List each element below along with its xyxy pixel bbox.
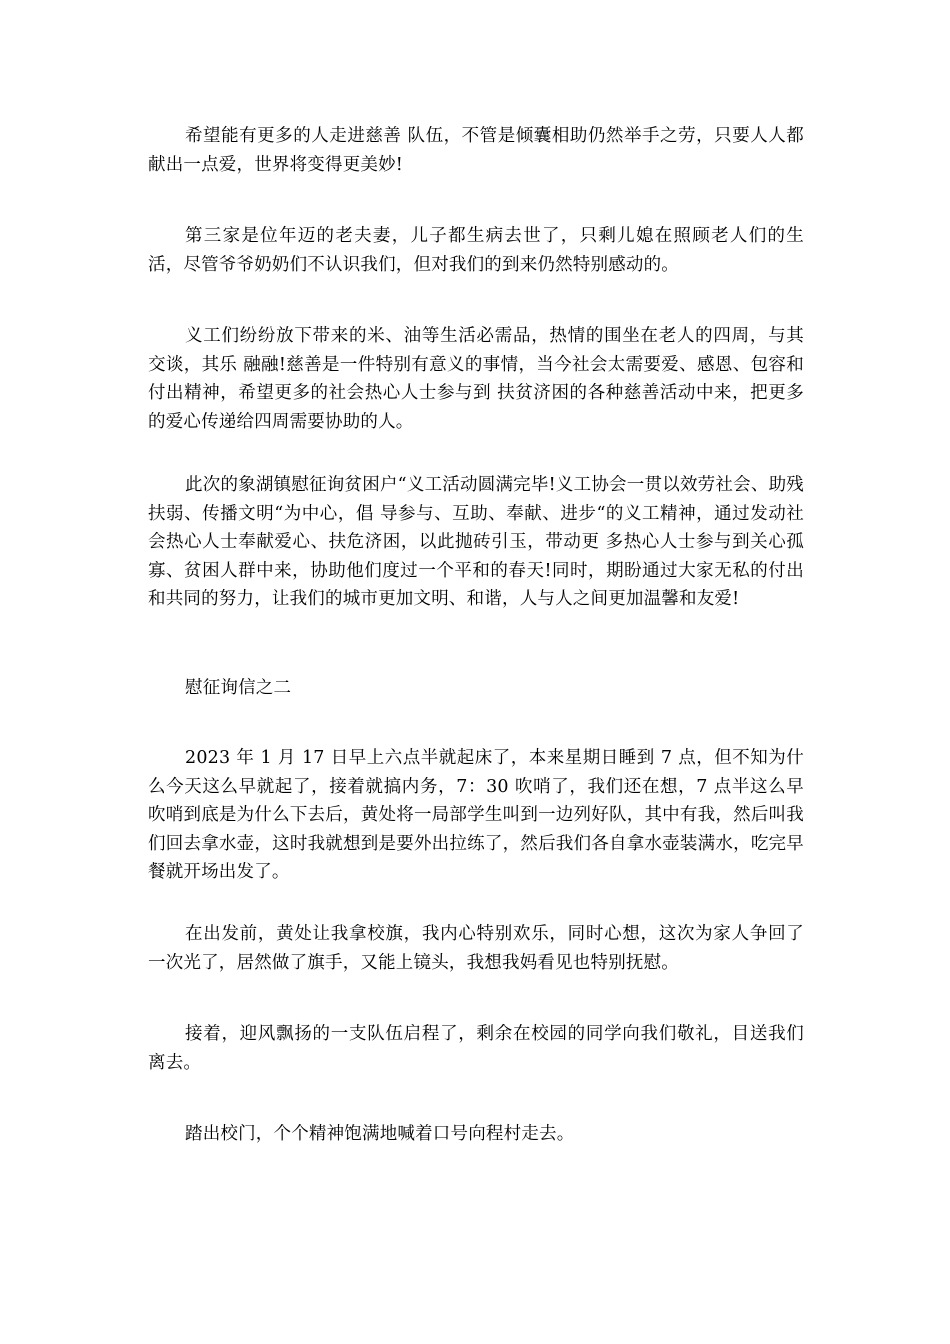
paragraph-7: 接着，迎风飘扬的一支队伍启程了，剩余在校园的同学向我们敬礼，目送我们离去。 bbox=[148, 1024, 804, 1073]
paragraph-1: 希望能有更多的人走进慈善 队伍，不管是倾囊相助仍然举手之劳，只要人人都献出一点爱，世界将变得更美妙! bbox=[148, 126, 804, 175]
section-heading: 慰征询信之二 bbox=[185, 678, 292, 698]
paragraph-6: 在出发前，黄处让我拿校旗，我内心特别欢乐，同时心想，这次为家人争回了一次光了，居然做了旗手，又能上镜头，我想我妈看见也特别抚慰。 bbox=[148, 924, 804, 973]
paragraph-8: 踏出校门，个个精神饱满地喊着口号向程村走去。 bbox=[185, 1124, 575, 1144]
paragraph-2: 第三家是位年迈的老夫妻，儿子都生病去世了，只剩儿媳在照顾老人们的生活，尽管爷爷奶奶们不认识我们，但对我们的到来仍然特别感动的。 bbox=[148, 226, 804, 275]
paragraph-5: 2023 年 1 月 17 日早上六点半就起床了，本来星期日睡到 7 点，但不知为什么今天这么早就起了，接着就搞内务，7：30 吹哨了，我们还在想，7 点半这么早吹哨到底是为什么下去后，黄处将一局部学生叫到一边列好队，其中有我，然后叫我们回去拿水壶，这时我就想到是要外出拉练了，然后我们各自拿水壶装满水，吃完早餐就开场出发了。 bbox=[148, 748, 804, 882]
paragraph-4: 此次的象湖镇慰征询贫困户“义工活动圆满完毕!义工协会一贯以效劳社会、助残扶弱、传播文明“为中心，倡 导参与、互助、奉献、进步“的义工精神，通过发动社会热心人士奉献爱心、扶危济困，以此抛砖引玉，带动更 多热心人士参与到关心孤寡、贫困人群中来，协助他们度过一个平和的春天!同时，期盼通过大家无私的付出和共同的努力，让我们的城市更加文明、和谐，人与人之间更加温馨和友爱! bbox=[148, 475, 804, 609]
paragraph-3: 义工们纷纷放下带来的米、油等生活必需品，热情的围坐在老人的四周，与其交谈，其乐 融融!慈善是一件特别有意义的事情，当今社会太需要爱、感恩、包容和付出精神，希望更多的社会热心人士参与到 扶贫济困的各种慈善活动中来，把更多的爱心传递给四周需要协助的人。 bbox=[148, 326, 804, 432]
